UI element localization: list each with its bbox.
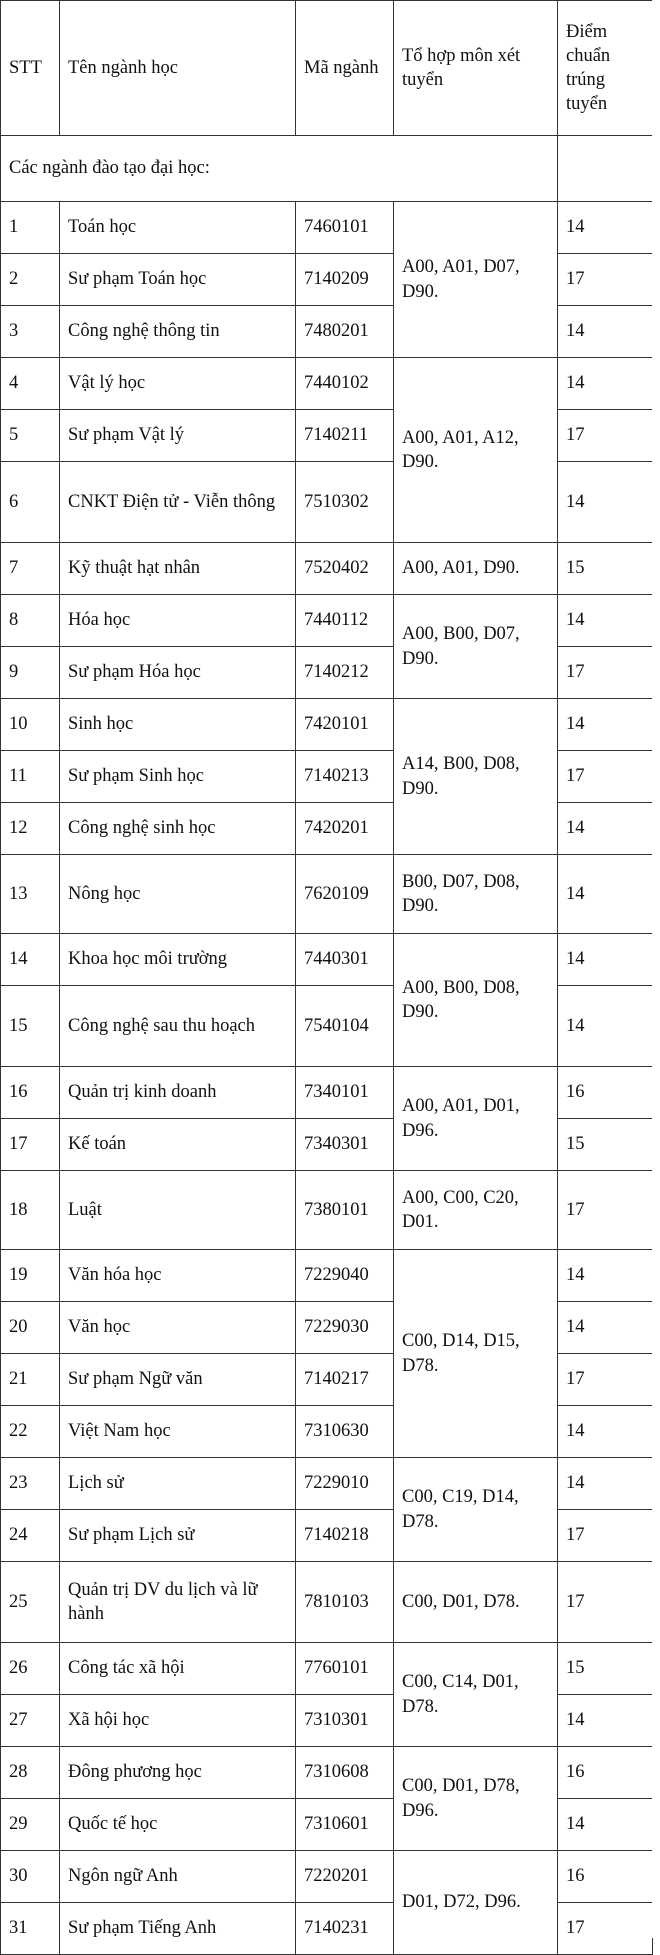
cell-score: 14 — [558, 1695, 653, 1747]
cell-stt: 29 — [1, 1799, 60, 1851]
cell-code: 7229040 — [296, 1250, 394, 1302]
cell-stt: 12 — [1, 803, 60, 855]
page-edge — [652, 0, 660, 1938]
cell-stt: 4 — [1, 358, 60, 410]
table-row — [1, 1458, 653, 1510]
table-row — [1, 855, 653, 934]
cell-name: CNKT Điện tử - Viễn thông — [60, 462, 296, 543]
cell-code: 7140211 — [296, 410, 394, 462]
cell-name: Vật lý học — [60, 358, 296, 410]
cell-score: 15 — [558, 1643, 653, 1695]
cell-score: 14 — [558, 595, 653, 647]
table-row — [1, 934, 653, 986]
table-row — [1, 1747, 653, 1799]
cell-name: Công nghệ sinh học — [60, 803, 296, 855]
table-header-row — [1, 1, 653, 136]
cell-code: 7140231 — [296, 1903, 394, 1955]
cell-combo: A00, B00, D08, D90. — [394, 934, 558, 1067]
table-row — [1, 1067, 653, 1119]
cell-name: Toán học — [60, 202, 296, 254]
section-empty-cell — [558, 136, 653, 202]
cell-score: 16 — [558, 1851, 653, 1903]
cell-stt: 23 — [1, 1458, 60, 1510]
cell-name: Việt Nam học — [60, 1406, 296, 1458]
cell-code: 7140212 — [296, 647, 394, 699]
cell-name: Khoa học môi trường — [60, 934, 296, 986]
cell-name: Công tác xã hội — [60, 1643, 296, 1695]
table-row — [1, 699, 653, 751]
cell-score: 14 — [558, 202, 653, 254]
table-row — [1, 1851, 653, 1903]
cell-code: 7420101 — [296, 699, 394, 751]
cell-name: Quốc tế học — [60, 1799, 296, 1851]
cell-name: Sư phạm Ngữ văn — [60, 1354, 296, 1406]
cell-score: 14 — [558, 934, 653, 986]
table-row — [1, 595, 653, 647]
cell-stt: 13 — [1, 855, 60, 934]
cell-score: 14 — [558, 803, 653, 855]
cell-stt: 27 — [1, 1695, 60, 1747]
header-name: Tên ngành học — [60, 1, 296, 136]
cell-score: 17 — [558, 1171, 653, 1250]
cell-stt: 18 — [1, 1171, 60, 1250]
cell-combo: A00, B00, D07, D90. — [394, 595, 558, 699]
cell-score: 17 — [558, 1354, 653, 1406]
cell-stt: 20 — [1, 1302, 60, 1354]
cell-combo: A00, A01, D90. — [394, 543, 558, 595]
cell-name: Sư phạm Sinh học — [60, 751, 296, 803]
cell-stt: 21 — [1, 1354, 60, 1406]
cell-code: 7310630 — [296, 1406, 394, 1458]
cell-name: Quản trị DV du lịch và lữ hành — [60, 1562, 296, 1643]
cell-stt: 16 — [1, 1067, 60, 1119]
header-code: Mã ngành — [296, 1, 394, 136]
cell-name: Luật — [60, 1171, 296, 1250]
cell-name: Ngôn ngữ Anh — [60, 1851, 296, 1903]
cell-score: 14 — [558, 699, 653, 751]
cell-score: 17 — [558, 751, 653, 803]
cell-name: Kỹ thuật hạt nhân — [60, 543, 296, 595]
cell-combo: A00, A01, D01, D96. — [394, 1067, 558, 1171]
cell-code: 7810103 — [296, 1562, 394, 1643]
cell-name: Sinh học — [60, 699, 296, 751]
cell-code: 7620109 — [296, 855, 394, 934]
cell-combo: B00, D07, D08, D90. — [394, 855, 558, 934]
cell-stt: 6 — [1, 462, 60, 543]
cell-code: 7140218 — [296, 1510, 394, 1562]
cell-score: 17 — [558, 1562, 653, 1643]
cell-score: 14 — [558, 855, 653, 934]
table-body — [1, 136, 653, 1955]
cell-code: 7380101 — [296, 1171, 394, 1250]
cell-stt: 26 — [1, 1643, 60, 1695]
cell-combo: A00, A01, D07, D90. — [394, 202, 558, 358]
cell-name: Nông học — [60, 855, 296, 934]
section-row — [1, 136, 653, 202]
cell-combo: C00, C14, D01, D78. — [394, 1643, 558, 1747]
cell-name: Đông phương học — [60, 1747, 296, 1799]
cell-name: Văn hóa học — [60, 1250, 296, 1302]
cell-code: 7220201 — [296, 1851, 394, 1903]
cell-score: 14 — [558, 1406, 653, 1458]
cell-stt: 11 — [1, 751, 60, 803]
table-row — [1, 543, 653, 595]
cell-score: 17 — [558, 647, 653, 699]
cell-name: Hóa học — [60, 595, 296, 647]
cell-stt: 24 — [1, 1510, 60, 1562]
cell-code: 7540104 — [296, 986, 394, 1067]
cell-stt: 30 — [1, 1851, 60, 1903]
cell-score: 17 — [558, 410, 653, 462]
cell-code: 7140217 — [296, 1354, 394, 1406]
cell-stt: 25 — [1, 1562, 60, 1643]
cell-combo: D01, D72, D96. — [394, 1851, 558, 1955]
cell-name: Quản trị kinh doanh — [60, 1067, 296, 1119]
table-row — [1, 1171, 653, 1250]
cell-stt: 31 — [1, 1903, 60, 1955]
cell-code: 7440102 — [296, 358, 394, 410]
cell-score: 14 — [558, 986, 653, 1067]
cell-stt: 17 — [1, 1119, 60, 1171]
cell-code: 7480201 — [296, 306, 394, 358]
cell-code: 7140213 — [296, 751, 394, 803]
cell-combo: C00, D01, D78. — [394, 1562, 558, 1643]
cell-code: 7310601 — [296, 1799, 394, 1851]
cell-stt: 7 — [1, 543, 60, 595]
cell-code: 7229030 — [296, 1302, 394, 1354]
cell-stt: 9 — [1, 647, 60, 699]
cell-score: 14 — [558, 1250, 653, 1302]
cell-score: 16 — [558, 1067, 653, 1119]
cell-stt: 15 — [1, 986, 60, 1067]
cell-score: 15 — [558, 543, 653, 595]
header-combo: Tổ hợp môn xét tuyển — [394, 1, 558, 136]
cell-code: 7440301 — [296, 934, 394, 986]
cell-name: Sư phạm Toán học — [60, 254, 296, 306]
cell-code: 7510302 — [296, 462, 394, 543]
cell-code: 7310301 — [296, 1695, 394, 1747]
cell-combo: A00, A01, A12, D90. — [394, 358, 558, 543]
cell-score: 17 — [558, 1903, 653, 1955]
cell-name: Văn học — [60, 1302, 296, 1354]
cell-score: 14 — [558, 306, 653, 358]
cell-name: Xã hội học — [60, 1695, 296, 1747]
cell-score: 14 — [558, 358, 653, 410]
cell-score: 16 — [558, 1747, 653, 1799]
cell-name: Công nghệ sau thu hoạch — [60, 986, 296, 1067]
cell-score: 14 — [558, 462, 653, 543]
cell-name: Sư phạm Lịch sử — [60, 1510, 296, 1562]
table-row — [1, 202, 653, 254]
cell-score: 14 — [558, 1302, 653, 1354]
cell-stt: 2 — [1, 254, 60, 306]
cell-stt: 1 — [1, 202, 60, 254]
cell-code: 7420201 — [296, 803, 394, 855]
cell-score: 14 — [558, 1799, 653, 1851]
header-stt: STT — [1, 1, 60, 136]
cell-name: Công nghệ thông tin — [60, 306, 296, 358]
table-row — [1, 1643, 653, 1695]
cell-code: 7310608 — [296, 1747, 394, 1799]
cell-code: 7340101 — [296, 1067, 394, 1119]
cell-name: Lịch sử — [60, 1458, 296, 1510]
cell-stt: 5 — [1, 410, 60, 462]
cell-combo: C00, D01, D78, D96. — [394, 1747, 558, 1851]
cell-combo: C00, C19, D14, D78. — [394, 1458, 558, 1562]
table-row — [1, 358, 653, 410]
cell-code: 7229010 — [296, 1458, 394, 1510]
cell-stt: 22 — [1, 1406, 60, 1458]
cell-stt: 14 — [1, 934, 60, 986]
cell-combo: A14, B00, D08, D90. — [394, 699, 558, 855]
cell-name: Kế toán — [60, 1119, 296, 1171]
table-row — [1, 1250, 653, 1302]
cell-code: 7440112 — [296, 595, 394, 647]
cell-code: 7340301 — [296, 1119, 394, 1171]
cell-combo: A00, C00, C20, D01. — [394, 1171, 558, 1250]
cell-score: 17 — [558, 254, 653, 306]
cell-stt: 28 — [1, 1747, 60, 1799]
header-score: Điểm chuẩn trúng tuyển — [558, 1, 653, 136]
cell-stt: 10 — [1, 699, 60, 751]
cell-stt: 8 — [1, 595, 60, 647]
cell-score: 14 — [558, 1458, 653, 1510]
cell-stt: 19 — [1, 1250, 60, 1302]
cell-combo: C00, D14, D15, D78. — [394, 1250, 558, 1458]
cell-code: 7460101 — [296, 202, 394, 254]
cell-name: Sư phạm Vật lý — [60, 410, 296, 462]
cell-stt: 3 — [1, 306, 60, 358]
cell-code: 7520402 — [296, 543, 394, 595]
section-title: Các ngành đào tạo đại học: — [1, 136, 558, 202]
cell-code: 7760101 — [296, 1643, 394, 1695]
cell-name: Sư phạm Tiếng Anh — [60, 1903, 296, 1955]
cell-score: 15 — [558, 1119, 653, 1171]
cell-name: Sư phạm Hóa học — [60, 647, 296, 699]
table-row — [1, 1562, 653, 1643]
cell-code: 7140209 — [296, 254, 394, 306]
cell-score: 17 — [558, 1510, 653, 1562]
